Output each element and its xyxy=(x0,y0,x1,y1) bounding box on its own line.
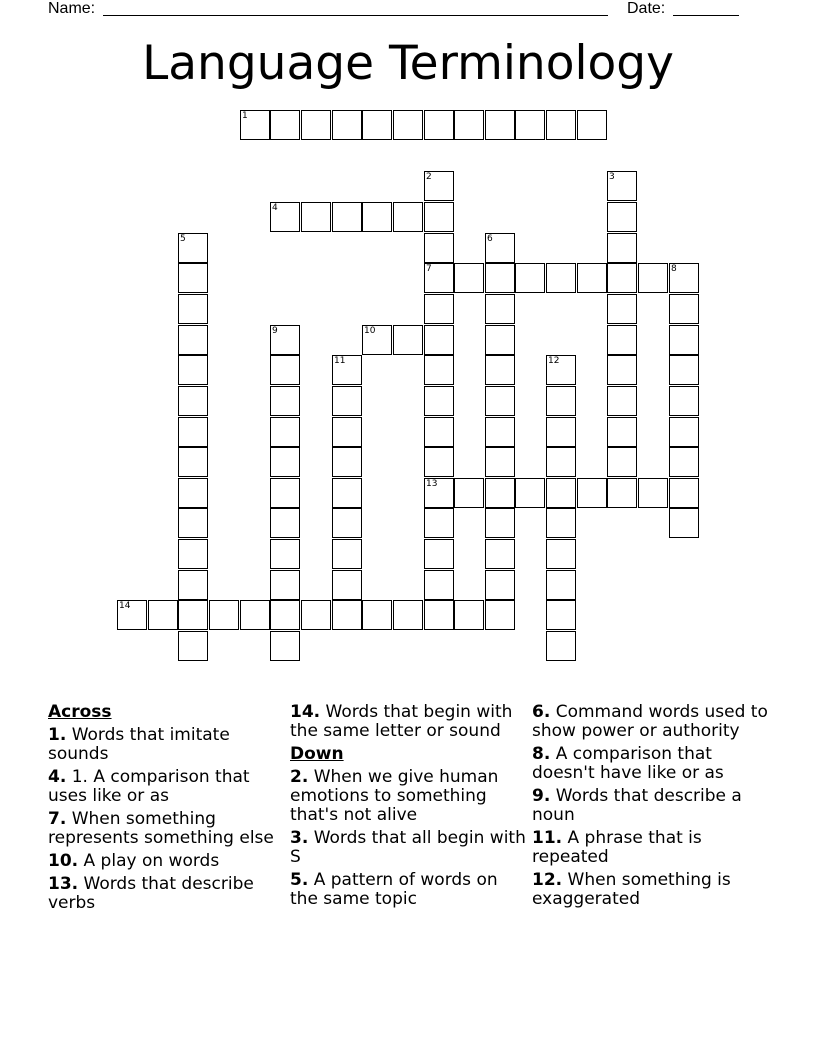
grid-cell[interactable] xyxy=(424,325,454,355)
grid-cell[interactable] xyxy=(515,478,545,508)
grid-cell[interactable] xyxy=(577,478,607,508)
grid-cell[interactable] xyxy=(638,478,668,508)
grid-cell[interactable] xyxy=(546,110,576,140)
clue-item xyxy=(290,871,530,909)
clue-item-number: 8. xyxy=(532,744,551,764)
clue-item-number: 2. xyxy=(290,767,309,787)
grid-cell[interactable] xyxy=(178,508,208,538)
clue-item-text: 1. A comparison that uses like or as xyxy=(48,767,250,806)
clue-number: 7 xyxy=(426,264,432,274)
grid-cell[interactable] xyxy=(270,386,300,416)
page-title: Language Terminology xyxy=(142,36,674,91)
grid-cell[interactable] xyxy=(485,386,515,416)
grid-cell[interactable] xyxy=(607,171,637,201)
grid-cell[interactable] xyxy=(332,386,362,416)
grid-cell[interactable] xyxy=(362,325,392,355)
clue-column xyxy=(290,703,530,913)
grid-cell[interactable] xyxy=(485,600,515,630)
grid-cell[interactable] xyxy=(332,355,362,385)
clue-item-number: 5. xyxy=(290,870,309,890)
name-label: Name: xyxy=(48,0,96,17)
grid-cell[interactable] xyxy=(638,263,668,293)
grid-cell[interactable] xyxy=(209,600,239,630)
grid-cell[interactable] xyxy=(270,447,300,477)
grid-cell[interactable] xyxy=(669,417,699,447)
grid-cell[interactable] xyxy=(332,570,362,600)
grid-cell[interactable] xyxy=(178,600,208,630)
grid-cell[interactable] xyxy=(424,539,454,569)
grid-cell[interactable] xyxy=(270,570,300,600)
grid-cell[interactable] xyxy=(332,508,362,538)
grid-cell[interactable] xyxy=(178,263,208,293)
grid-cell[interactable] xyxy=(240,600,270,630)
clue-item xyxy=(48,726,288,764)
grid-cell[interactable] xyxy=(607,233,637,263)
clue-number: 6 xyxy=(487,234,493,244)
grid-cell[interactable] xyxy=(332,110,362,140)
clue-item-number: 12. xyxy=(532,870,563,890)
grid-cell[interactable] xyxy=(270,325,300,355)
grid-cell[interactable] xyxy=(424,294,454,324)
clue-item xyxy=(532,703,772,741)
grid-cell[interactable] xyxy=(546,386,576,416)
clue-item xyxy=(48,768,288,806)
grid-cell[interactable] xyxy=(485,508,515,538)
grid-cell[interactable] xyxy=(332,539,362,569)
grid-cell[interactable] xyxy=(669,508,699,538)
clue-item-text: Words that begin with the same letter or sound xyxy=(290,702,513,741)
grid-cell[interactable] xyxy=(270,417,300,447)
grid-cell[interactable] xyxy=(178,447,208,477)
clue-item-number: 14. xyxy=(290,702,321,722)
grid-cell[interactable] xyxy=(669,263,699,293)
grid-cell[interactable] xyxy=(669,325,699,355)
grid-cell[interactable] xyxy=(270,478,300,508)
grid-cell[interactable] xyxy=(424,263,454,293)
clue-section-heading: Down xyxy=(290,744,344,764)
clue-item-text: A play on words xyxy=(78,851,220,871)
grid-cell[interactable] xyxy=(424,570,454,600)
clue-column xyxy=(532,703,772,913)
grid-cell[interactable] xyxy=(577,263,607,293)
grid-cell[interactable] xyxy=(546,508,576,538)
clue-section-heading: Across xyxy=(48,702,112,722)
grid-cell[interactable] xyxy=(546,570,576,600)
grid-cell[interactable] xyxy=(332,417,362,447)
grid-cell[interactable] xyxy=(546,539,576,569)
grid-cell[interactable] xyxy=(546,263,576,293)
grid-cell[interactable] xyxy=(607,355,637,385)
clue-item-text: Words that all begin with S xyxy=(290,828,526,867)
clue-item-text: Words that describe a noun xyxy=(532,786,742,825)
clue-item-text: Command words used to show power or authority xyxy=(532,702,768,741)
clue-item xyxy=(48,852,288,871)
clue-item-number: 1. xyxy=(48,725,67,745)
clue-item-number: 7. xyxy=(48,809,67,829)
clue-item xyxy=(532,787,772,825)
grid-cell[interactable] xyxy=(546,600,576,630)
clue-item-number: 6. xyxy=(532,702,551,722)
grid-cell[interactable] xyxy=(270,202,300,232)
clue-number: 5 xyxy=(180,234,186,244)
grid-cell[interactable] xyxy=(607,417,637,447)
grid-cell[interactable] xyxy=(485,355,515,385)
clue-item xyxy=(48,810,288,848)
grid-cell[interactable] xyxy=(424,355,454,385)
clue-column xyxy=(48,703,288,917)
grid-cell[interactable] xyxy=(515,263,545,293)
grid-cell[interactable] xyxy=(270,355,300,385)
grid-cell[interactable] xyxy=(424,171,454,201)
grid-cell[interactable] xyxy=(515,110,545,140)
grid-cell[interactable] xyxy=(485,539,515,569)
grid-cell[interactable] xyxy=(485,110,515,140)
grid-cell[interactable] xyxy=(485,447,515,477)
grid-cell[interactable] xyxy=(270,631,300,661)
grid-cell[interactable] xyxy=(393,600,423,630)
grid-cell[interactable] xyxy=(669,294,699,324)
grid-cell[interactable] xyxy=(178,417,208,447)
grid-cell[interactable] xyxy=(301,110,331,140)
grid-cell[interactable] xyxy=(270,508,300,538)
clue-item-number: 4. xyxy=(48,767,67,787)
clue-item xyxy=(532,829,772,867)
grid-cell[interactable] xyxy=(424,110,454,140)
grid-cell[interactable] xyxy=(546,355,576,385)
grid-cell[interactable] xyxy=(332,447,362,477)
clue-item xyxy=(290,768,530,825)
grid-cell[interactable] xyxy=(607,447,637,477)
clue-item-text: A phrase that is repeated xyxy=(532,828,702,867)
grid-cell[interactable] xyxy=(546,417,576,447)
clue-number: 11 xyxy=(334,356,346,366)
clue-item-text: When something is exaggerated xyxy=(532,870,731,909)
grid-cell[interactable] xyxy=(424,600,454,630)
grid-cell[interactable] xyxy=(332,600,362,630)
grid-cell[interactable] xyxy=(178,233,208,263)
clue-number: 1 xyxy=(242,111,248,121)
clue-item xyxy=(290,829,530,867)
grid-cell[interactable] xyxy=(362,202,392,232)
clue-number: 12 xyxy=(548,356,560,366)
grid-cell[interactable] xyxy=(424,417,454,447)
grid-cell[interactable] xyxy=(424,233,454,263)
clue-item-text: When something represents something else xyxy=(48,809,274,848)
grid-cell[interactable] xyxy=(546,478,576,508)
grid-cell[interactable] xyxy=(607,202,637,232)
grid-cell[interactable] xyxy=(607,386,637,416)
clue-item-text: A pattern of words on the same topic xyxy=(290,870,498,909)
grid-cell[interactable] xyxy=(485,478,515,508)
clue-item-number: 3. xyxy=(290,828,309,848)
grid-cell[interactable] xyxy=(178,386,208,416)
grid-cell[interactable] xyxy=(454,263,484,293)
grid-cell[interactable] xyxy=(485,570,515,600)
grid-cell[interactable] xyxy=(270,110,300,140)
clue-item xyxy=(48,875,288,913)
grid-cell[interactable] xyxy=(178,539,208,569)
clue-item xyxy=(532,871,772,909)
clue-number: 14 xyxy=(119,601,131,611)
grid-cell[interactable] xyxy=(178,631,208,661)
grid-cell[interactable] xyxy=(301,600,331,630)
grid-cell[interactable] xyxy=(270,600,300,630)
grid-cell[interactable] xyxy=(577,110,607,140)
grid-cell[interactable] xyxy=(178,325,208,355)
grid-cell[interactable] xyxy=(148,600,178,630)
grid-cell[interactable] xyxy=(454,110,484,140)
grid-cell[interactable] xyxy=(546,631,576,661)
grid-cell[interactable] xyxy=(669,386,699,416)
grid-cell[interactable] xyxy=(393,325,423,355)
date-label: Date: xyxy=(627,0,666,17)
clue-number: 9 xyxy=(272,326,278,336)
clue-number: 2 xyxy=(426,172,432,182)
grid-cell[interactable] xyxy=(669,355,699,385)
clue-item-number: 10. xyxy=(48,851,79,871)
grid-cell[interactable] xyxy=(301,202,331,232)
grid-cell[interactable] xyxy=(454,600,484,630)
clue-item xyxy=(290,703,530,741)
grid-cell[interactable] xyxy=(424,447,454,477)
grid-cell[interactable] xyxy=(424,478,454,508)
grid-cell[interactable] xyxy=(178,570,208,600)
clue-item-number: 11. xyxy=(532,828,563,848)
grid-cell[interactable] xyxy=(607,294,637,324)
grid-cell[interactable] xyxy=(332,202,362,232)
grid-cell[interactable] xyxy=(485,294,515,324)
clue-item-text: Words that describe verbs xyxy=(48,874,254,913)
grid-cell[interactable] xyxy=(178,355,208,385)
grid-cell[interactable] xyxy=(485,417,515,447)
grid-cell[interactable] xyxy=(362,110,392,140)
grid-cell[interactable] xyxy=(607,325,637,355)
grid-cell[interactable] xyxy=(424,386,454,416)
grid-cell[interactable] xyxy=(117,600,147,630)
grid-cell[interactable] xyxy=(669,478,699,508)
clue-item-text: When we give human emotions to something that's not alive xyxy=(290,767,499,825)
clue-item-number: 9. xyxy=(532,786,551,806)
grid-cell[interactable] xyxy=(546,447,576,477)
clue-item-number: 13. xyxy=(48,874,79,894)
grid-cell[interactable] xyxy=(270,539,300,569)
grid-cell[interactable] xyxy=(607,478,637,508)
grid-cell[interactable] xyxy=(485,325,515,355)
clue-item xyxy=(532,745,772,783)
grid-cell[interactable] xyxy=(669,447,699,477)
grid-cell[interactable] xyxy=(424,202,454,232)
clue-item-text: A comparison that doesn't have like or as xyxy=(532,744,724,783)
grid-cell[interactable] xyxy=(332,478,362,508)
grid-cell[interactable] xyxy=(607,263,637,293)
grid-cell[interactable] xyxy=(393,110,423,140)
clue-number: 8 xyxy=(671,264,677,274)
grid-cell[interactable] xyxy=(393,202,423,232)
clue-item-text: Words that imitate sounds xyxy=(48,725,230,764)
clue-number: 13 xyxy=(426,479,438,489)
clue-number: 3 xyxy=(609,172,615,182)
grid-cell[interactable] xyxy=(424,508,454,538)
grid-cell[interactable] xyxy=(178,294,208,324)
grid-cell[interactable] xyxy=(178,478,208,508)
grid-cell[interactable] xyxy=(485,233,515,263)
grid-cell[interactable] xyxy=(240,110,270,140)
grid-cell[interactable] xyxy=(454,478,484,508)
clue-number: 10 xyxy=(364,326,376,336)
clue-number: 4 xyxy=(272,203,278,213)
grid-cell[interactable] xyxy=(485,263,515,293)
grid-cell[interactable] xyxy=(362,600,392,630)
